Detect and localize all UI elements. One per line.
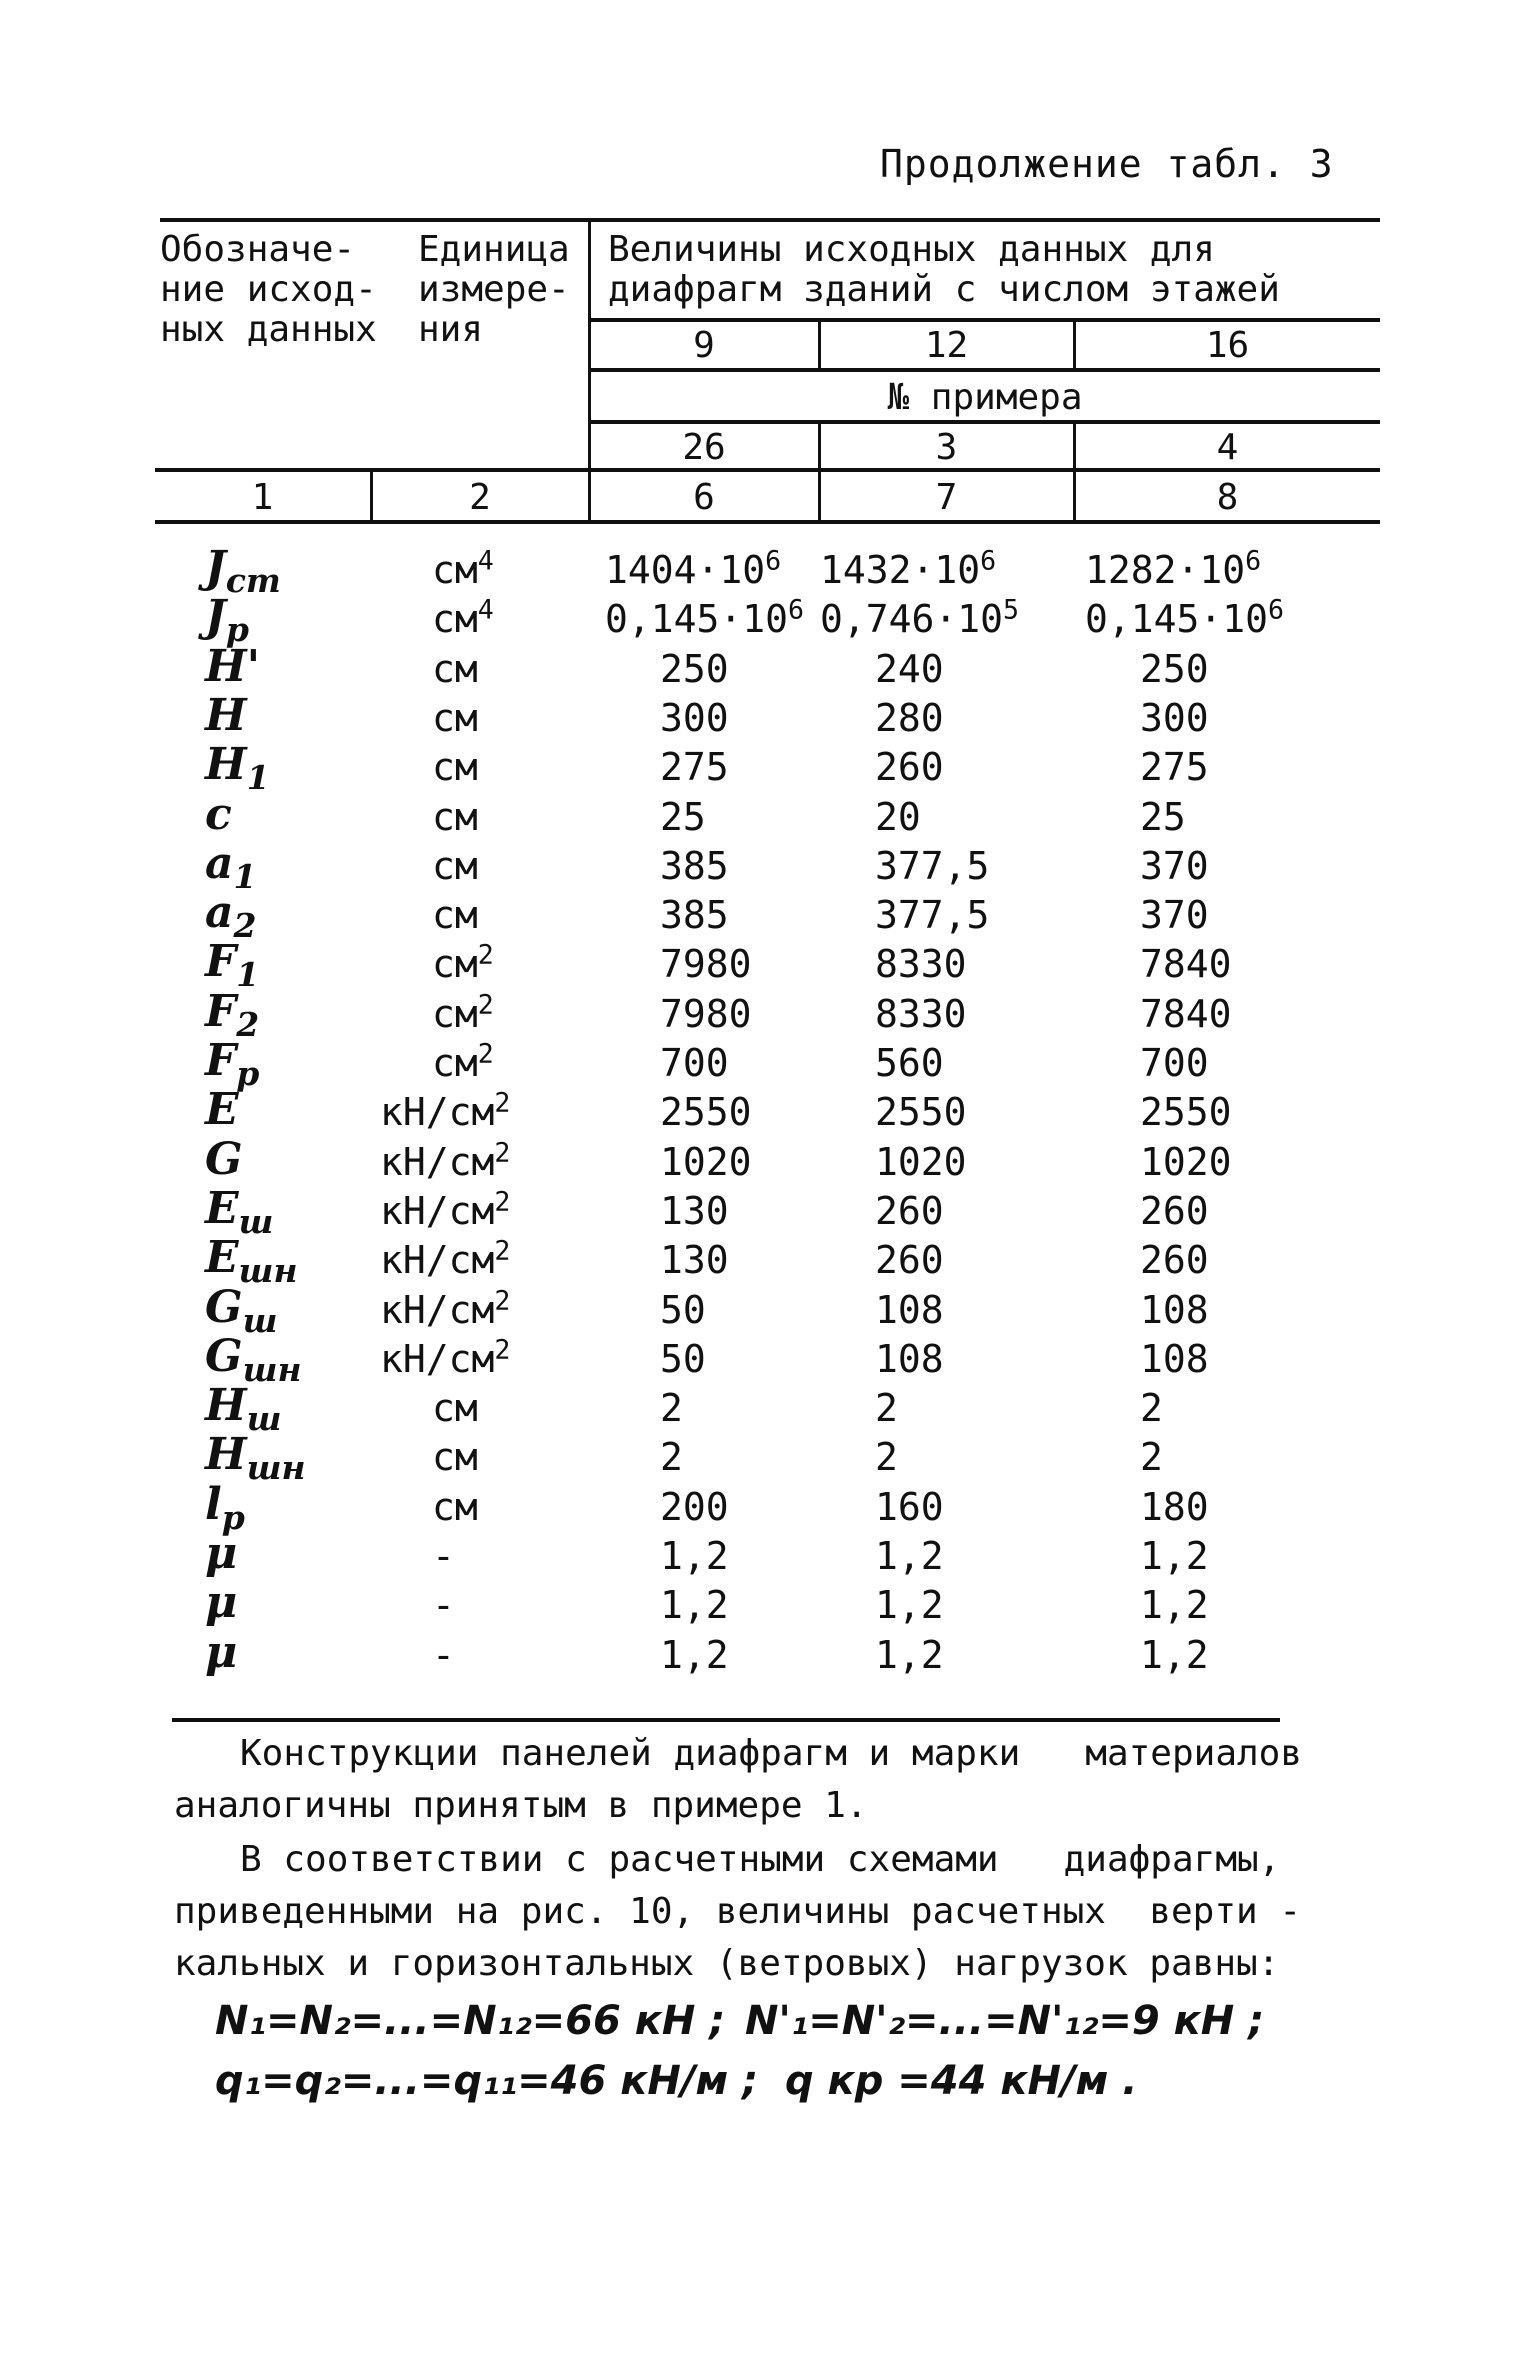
row-unit: см: [432, 1485, 478, 1529]
row-value-col-8: 1,2: [1140, 1583, 1209, 1627]
row-value-col-8: 300: [1140, 696, 1209, 740]
row-value-col-6: 385: [660, 893, 729, 937]
row-unit: $см^4$: [432, 594, 494, 641]
row-symbol: $l_р$: [205, 1479, 245, 1537]
header-example-label: № примера: [887, 377, 1083, 418]
row-value-col-7: 1,2: [875, 1583, 944, 1627]
row-value-col-7: 160: [875, 1485, 944, 1529]
row-value-col-6: 2550: [660, 1090, 752, 1134]
paragraph-construction: Конструкции панелей диафрагм и марки материалов аналогичны принятым в примере 1.: [174, 1733, 1303, 1826]
row-unit: см: [432, 1435, 478, 1479]
row-value-col-7: 560: [875, 1041, 944, 1085]
row-value-col-8: 260: [1140, 1189, 1209, 1233]
row-value-col-7: 377,5: [875, 844, 990, 888]
formula-vertical-loads: N₁=N₂=...=N₁₂=66 кН ;: [215, 1998, 726, 2044]
row-value-col-7: 280: [875, 696, 944, 740]
row-value-col-8: 2: [1140, 1386, 1163, 1430]
row-symbol: $J_р$: [205, 591, 249, 649]
row-value-col-6: 275: [660, 745, 729, 789]
row-unit: см: [432, 1386, 478, 1430]
row-value-col-6: 385: [660, 844, 729, 888]
row-unit: см: [432, 795, 478, 839]
row-value-col-8: 2550: [1140, 1090, 1232, 1134]
row-unit: см: [432, 844, 478, 888]
row-value-col-6: 7980: [660, 942, 752, 986]
row-unit: -: [432, 1534, 455, 1578]
row-value-col-6: 130: [660, 1189, 729, 1233]
row-value-col-7: $1432\cdot 10^6$: [820, 545, 997, 592]
row-value-col-8: 25: [1140, 795, 1186, 839]
header-values-title: Величины исходных данных для диафрагм зданий с числом этажей: [608, 229, 1280, 310]
row-value-col-8: 260: [1140, 1238, 1209, 1282]
row-unit: см: [432, 696, 478, 740]
row-value-col-6: 1,2: [660, 1534, 729, 1578]
table-bottom-rule: [172, 1718, 1280, 1722]
colnum-7: 7: [935, 477, 958, 518]
row-value-col-6: $0,145\cdot 10^6$: [605, 594, 805, 641]
colnum-8: 8: [1216, 477, 1239, 518]
row-value-col-8: 7840: [1140, 942, 1232, 986]
row-value-col-8: 7840: [1140, 992, 1232, 1036]
row-value-col-7: 108: [875, 1337, 944, 1381]
row-value-col-7: 377,5: [875, 893, 990, 937]
row-value-col-8: 275: [1140, 745, 1209, 789]
row-unit: $см^2$: [432, 989, 494, 1036]
row-symbol: $F_р$: [205, 1035, 260, 1093]
row-value-col-6: 1020: [660, 1140, 752, 1184]
row-value-col-7: 2550: [875, 1090, 967, 1134]
formula-wind-loads: q₁=q₂=...=q₁₁=46 кН/м ;: [215, 2058, 759, 2104]
row-value-col-8: 108: [1140, 1288, 1209, 1332]
row-value-col-7: 8330: [875, 942, 967, 986]
row-unit: см: [432, 647, 478, 691]
row-value-col-8: 370: [1140, 893, 1209, 937]
table-top-rule: [160, 218, 1380, 222]
row-unit: $см^4$: [432, 545, 494, 592]
row-value-col-7: 260: [875, 745, 944, 789]
table-caption: Продолжение табл. 3: [880, 142, 1334, 186]
row-value-col-8: 700: [1140, 1041, 1209, 1085]
colnum-2: 2: [469, 477, 491, 518]
header-rule-floor-values: [590, 368, 1380, 372]
row-unit: -: [432, 1633, 455, 1677]
row-symbol: G: [205, 1134, 243, 1185]
header-designation: Обозначе- ние исход- ных данных: [160, 229, 377, 350]
header-floor-16: 16: [1205, 325, 1250, 366]
row-unit: $кН/см^2$: [380, 1235, 511, 1282]
row-value-col-6: 2: [660, 1435, 683, 1479]
row-symbol: $F_1$: [205, 936, 260, 994]
row-value-col-7: 2: [875, 1386, 898, 1430]
header-example-4: 4: [1216, 427, 1239, 468]
row-value-col-7: 260: [875, 1238, 944, 1282]
row-value-col-6: 50: [660, 1337, 706, 1381]
row-value-col-8: $1282\cdot 10^6$: [1085, 545, 1262, 592]
row-value-col-8: 108: [1140, 1337, 1209, 1381]
row-symbol: E: [205, 1084, 239, 1135]
row-value-col-8: 180: [1140, 1485, 1209, 1529]
row-value-col-8: 1,2: [1140, 1633, 1209, 1677]
row-value-col-6: 25: [660, 795, 706, 839]
row-value-col-8: 1,2: [1140, 1534, 1209, 1578]
row-value-col-6: 1,2: [660, 1583, 729, 1627]
row-value-col-6: 250: [660, 647, 729, 691]
row-value-col-6: 7980: [660, 992, 752, 1036]
row-symbol: H: [205, 690, 247, 741]
row-value-col-6: 300: [660, 696, 729, 740]
row-value-col-6: 700: [660, 1041, 729, 1085]
row-symbol: $a_1$: [205, 838, 257, 896]
row-value-col-8: 370: [1140, 844, 1209, 888]
row-value-col-6: 130: [660, 1238, 729, 1282]
row-value-col-7: 240: [875, 647, 944, 691]
formula-vertical-loads-prime: N'₁=N'₂=...=N'₁₂=9 кН ;: [745, 1998, 1265, 2044]
row-value-col-6: 50: [660, 1288, 706, 1332]
row-unit: $кН/см^2$: [380, 1137, 511, 1184]
row-value-col-7: 2: [875, 1435, 898, 1479]
header-floor-9: 9: [693, 325, 715, 366]
row-symbol: $E_{шн}$: [205, 1232, 298, 1290]
row-value-col-7: 1020: [875, 1140, 967, 1184]
row-symbol: $H_1$: [205, 739, 270, 797]
row-unit: см: [432, 893, 478, 937]
row-symbol: μ: [205, 1627, 238, 1678]
row-unit: $кН/см^2$: [380, 1334, 511, 1381]
row-unit: $кН/см^2$: [380, 1186, 511, 1233]
row-symbol: H': [205, 641, 261, 692]
row-value-col-7: $0,746\cdot 10^5$: [820, 594, 1020, 641]
row-unit: $кН/см^2$: [380, 1087, 511, 1134]
row-unit: -: [432, 1583, 455, 1627]
row-value-col-7: 20: [875, 795, 921, 839]
header-rule-numbers: [155, 520, 1380, 524]
row-symbol: $G_{шн}$: [205, 1331, 302, 1389]
row-value-col-7: 8330: [875, 992, 967, 1036]
row-symbol: $H_ш$: [205, 1380, 282, 1438]
row-value-col-8: 2: [1140, 1435, 1163, 1479]
row-symbol: $a_2$: [205, 887, 257, 945]
row-value-col-6: $1404\cdot 10^6$: [605, 545, 782, 592]
header-rule-examples: [590, 420, 1380, 424]
row-symbol: $E_ш$: [205, 1183, 274, 1241]
row-symbol: $F_2$: [205, 986, 260, 1044]
formula-wind-load-kr: q кр =44 кН/м .: [785, 2058, 1138, 2104]
row-value-col-7: 260: [875, 1189, 944, 1233]
row-symbol: $G_ш$: [205, 1282, 278, 1340]
header-example-26: 26: [682, 427, 726, 468]
header-rule-main: [155, 468, 1380, 472]
row-value-col-7: 108: [875, 1288, 944, 1332]
header-divider-units: [588, 218, 591, 520]
row-symbol: $H_{шн}$: [205, 1429, 306, 1487]
colnum-6: 6: [693, 477, 715, 518]
row-symbol: $J_{ст}$: [205, 542, 281, 600]
header-floor-12: 12: [924, 325, 969, 366]
row-symbol: c: [205, 789, 232, 840]
row-unit: см: [432, 745, 478, 789]
paragraph-loads: В соответствии с расчетными схемами диафрагмы, приведенными на рис. 10, величины расчетных верти - кальных и горизонтальных (ветровых) нагрузок равны:: [174, 1839, 1302, 1984]
header-rule-floors: [590, 318, 1380, 322]
header-example-3: 3: [935, 427, 958, 468]
row-unit: $кН/см^2$: [380, 1285, 511, 1332]
row-value-col-6: 200: [660, 1485, 729, 1529]
row-unit: $см^2$: [432, 1038, 494, 1085]
row-symbol: μ: [205, 1528, 238, 1579]
row-value-col-8: 250: [1140, 647, 1209, 691]
row-value-col-7: 1,2: [875, 1534, 944, 1578]
row-value-col-6: 2: [660, 1386, 683, 1430]
colnum-1: 1: [251, 477, 274, 518]
row-value-col-7: 1,2: [875, 1633, 944, 1677]
header-unit: Единица измере- ния: [418, 229, 570, 350]
row-value-col-6: 1,2: [660, 1633, 729, 1677]
row-value-col-8: 1020: [1140, 1140, 1232, 1184]
row-unit: $см^2$: [432, 939, 494, 986]
row-value-col-8: $0,145\cdot 10^6$: [1085, 594, 1285, 641]
row-symbol: μ: [205, 1577, 238, 1628]
